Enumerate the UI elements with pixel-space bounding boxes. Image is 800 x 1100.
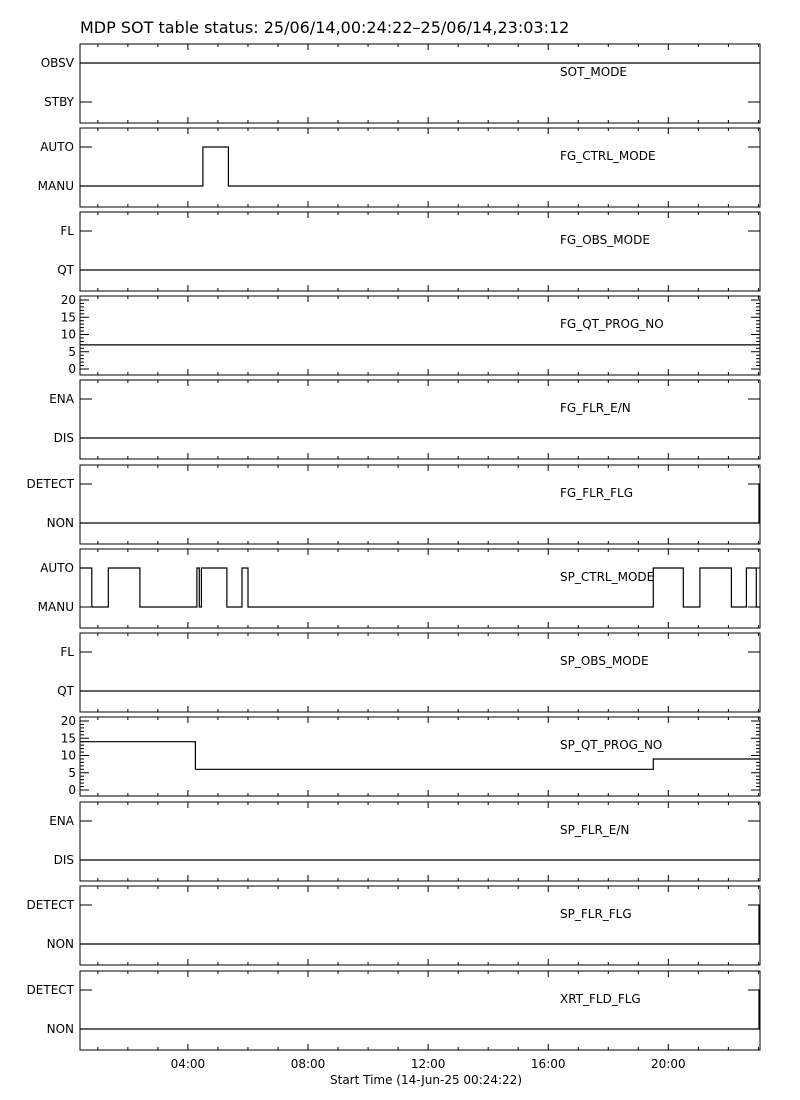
x-tick-label: 04:00 — [170, 1057, 206, 1071]
series-trace — [80, 484, 760, 523]
panel-frame — [80, 465, 760, 544]
state-label: DIS — [53, 853, 74, 867]
panel-name: SP_FLR_E/N — [560, 823, 630, 837]
panel-name: FG_FLR_FLG — [560, 486, 634, 500]
panel-name: FG_FLR_E/N — [560, 401, 631, 415]
x-tick-label: 08:00 — [290, 1057, 326, 1071]
state-label: MANU — [37, 179, 74, 193]
y-tick-label: 15 — [60, 310, 76, 325]
x-axis — [171, 1057, 686, 1071]
panel-fg-flr-e-n — [49, 380, 760, 459]
panel-frame — [80, 128, 760, 207]
chart-title: MDP SOT table status: 25/06/14,00:24:22–25/06/14,23:03:12 — [80, 18, 570, 37]
state-label: DETECT — [26, 898, 74, 912]
state-label: DETECT — [26, 983, 74, 997]
panel-frame — [80, 549, 760, 628]
panel-name: XRT_FLD_FLG — [560, 992, 641, 1006]
y-tick-label: 20 — [60, 293, 76, 307]
panel-frame — [80, 886, 760, 965]
panel-sp-flr-flg — [27, 886, 760, 965]
panel-name: FG_QT_PROG_NO — [560, 317, 664, 331]
y-tick-label: 0 — [68, 362, 76, 376]
panel-sp-flr-e-n — [49, 802, 760, 881]
panel-name: FG_OBS_MODE — [560, 233, 650, 247]
panel-name: SP_QT_PROG_NO — [560, 738, 663, 752]
y-tick-label: 0 — [68, 783, 76, 797]
state-label: ENA — [49, 814, 74, 828]
state-label: AUTO — [40, 140, 74, 154]
panel-xrt-fld-flg — [27, 971, 760, 1050]
panel-frame — [80, 717, 760, 796]
panel-frame — [80, 296, 760, 375]
x-tick-label: 16:00 — [530, 1057, 566, 1071]
state-label: MANU — [37, 600, 74, 614]
panel-frame — [80, 212, 760, 291]
panel-sp-ctrl-mode — [38, 549, 760, 628]
series-trace — [80, 568, 760, 607]
x-axis-label: Start Time (14-Jun-25 00:24:22) — [330, 1073, 522, 1087]
series-trace — [80, 905, 760, 944]
x-tick-label: 12:00 — [410, 1057, 446, 1071]
panel-sp-qt-prog-no — [61, 714, 760, 797]
state-label: FL — [60, 645, 74, 659]
panel-frame — [80, 633, 760, 712]
panel-fg-obs-mode — [57, 212, 760, 291]
state-label: AUTO — [40, 561, 74, 575]
state-label: STBY — [44, 95, 74, 109]
panel-frame — [80, 971, 760, 1050]
panel-name: SP_CTRL_MODE — [560, 570, 655, 584]
state-label: OBSV — [40, 56, 74, 70]
state-label: DETECT — [26, 477, 74, 491]
state-label: ENA — [49, 392, 74, 406]
state-label: QT — [57, 684, 74, 698]
series-trace — [80, 990, 760, 1029]
y-tick-label: 5 — [68, 344, 76, 359]
panel-frame — [80, 44, 760, 123]
panel-name: FG_CTRL_MODE — [560, 149, 656, 163]
state-label: NON — [46, 516, 74, 530]
x-tick-label: 20:00 — [651, 1057, 686, 1071]
panel-sp-obs-mode — [57, 633, 760, 712]
y-tick-label: 20 — [60, 714, 76, 728]
state-label: DIS — [53, 431, 74, 445]
state-label: NON — [46, 1022, 74, 1036]
state-label: QT — [57, 263, 74, 277]
panel-frame — [80, 380, 760, 459]
panel-fg-ctrl-mode — [38, 128, 760, 207]
panels-group — [27, 44, 760, 1050]
y-tick-label: 5 — [68, 765, 76, 780]
panel-name: SP_FLR_FLG — [560, 907, 632, 921]
y-tick-label: 15 — [60, 731, 76, 746]
y-tick-label: 10 — [60, 748, 76, 763]
y-tick-label: 10 — [60, 327, 76, 342]
panel-name: SP_OBS_MODE — [560, 654, 649, 668]
panel-sot-mode — [41, 44, 760, 123]
panel-frame — [80, 802, 760, 881]
panel-fg-flr-flg — [27, 465, 760, 544]
panel-fg-qt-prog-no — [61, 293, 760, 376]
panel-name: SOT_MODE — [560, 65, 628, 79]
state-label: NON — [46, 937, 74, 951]
series-trace — [80, 147, 760, 186]
state-label: FL — [60, 224, 74, 238]
